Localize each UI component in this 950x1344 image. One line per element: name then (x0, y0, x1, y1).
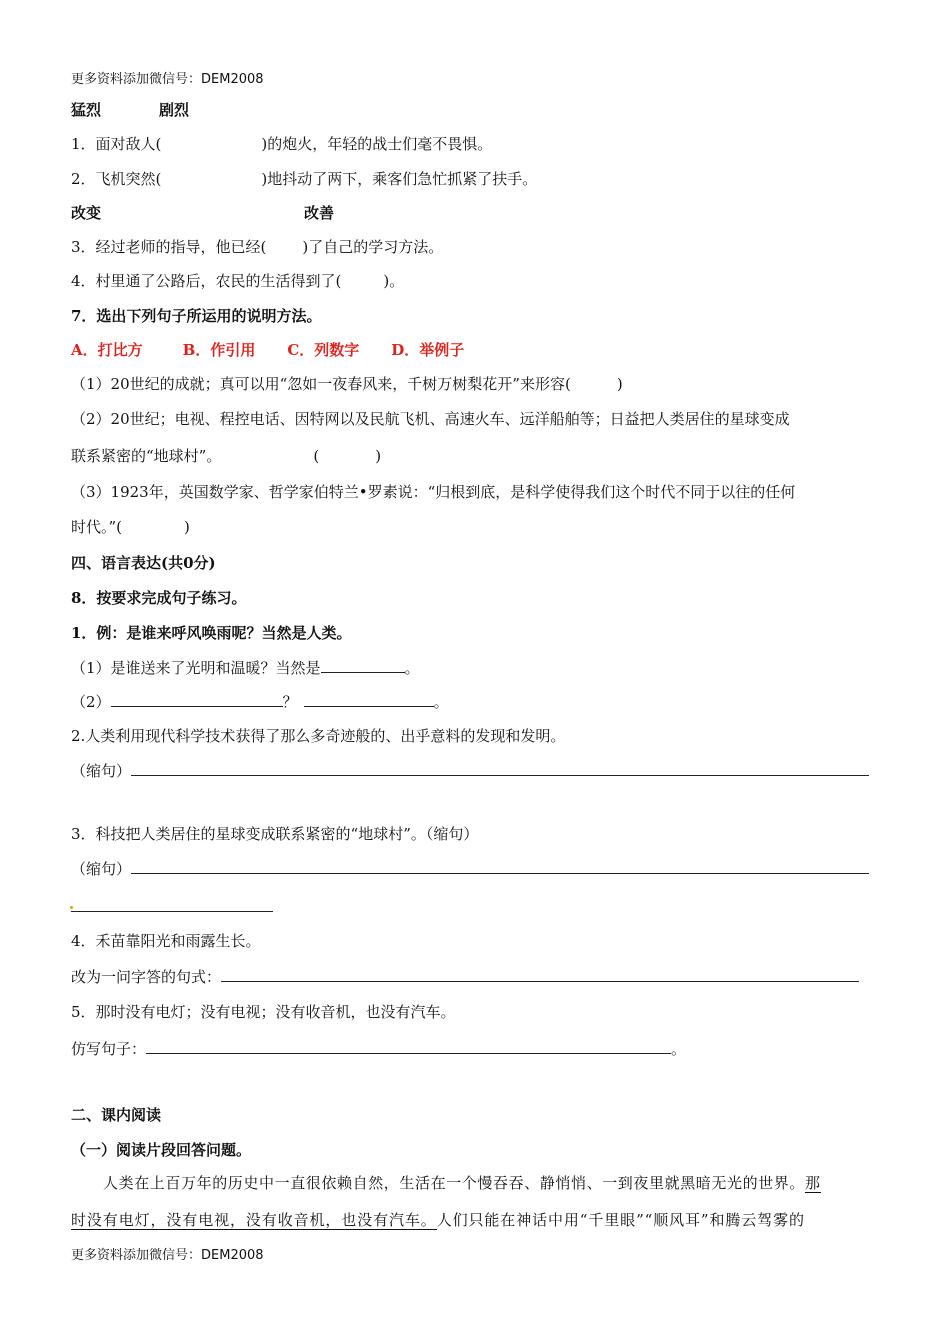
option-a: A．打比方 (71, 341, 143, 359)
section-8-question-4-answer: （缩句） (71, 858, 869, 879)
question-2: 2．飞机突然( )地抖动了两下，乘客们急忙抓紧了扶手。 (71, 170, 538, 188)
section-7-question-1: （1）20世纪的成就；真可以用“忽如一夜春风来，千树万树梨花开”来形容( ) (71, 375, 623, 393)
answer-blank[interactable] (319, 446, 375, 461)
word-gaibian: 改变 (71, 204, 102, 222)
answer-line[interactable] (111, 691, 283, 707)
section-7-options (71, 340, 464, 360)
question-4: 4．村里通了公路后，农民的生活得到了( )。 (71, 272, 405, 290)
section-2-subtitle: （一）阅读片段回答问题。 (71, 1141, 252, 1159)
question-1: 1．面对敌人( )的炮火，年轻的战士们毫不畏惧。 (71, 135, 493, 153)
section-8-question-3-answer: （缩句） (71, 760, 869, 781)
answer-line[interactable] (131, 760, 869, 776)
answer-line[interactable] (131, 858, 869, 874)
section-8-question-1: （1）是谁送来了光明和温暖？当然是 。 (71, 659, 420, 677)
section-8-title: 8．按要求完成句子练习。 (71, 589, 247, 607)
section-7-question-3-line-1: （3）1923年，英国数学家、哲学家伯特兰•罗素说：“归根到底，是科学使得我们这个时代不同于以往的任何 (71, 483, 796, 501)
stray-mark (70, 906, 73, 909)
page-header: 更多资料添加微信号：DEM2008 (71, 72, 264, 87)
answer-line[interactable] (321, 657, 405, 673)
option-d: D．举例子 (391, 341, 465, 359)
question-3: 3．经过老师的指导，他已经( )了自己的学习方法。 (71, 238, 444, 256)
word-pair-1 (71, 100, 189, 120)
section-4-title: 四、语言表达(共0分) (71, 554, 216, 572)
section-7-question-3-line-2: 时代。”( ) (71, 518, 190, 536)
section-8-question-5-answer: 改为一问字答的句式： (71, 966, 859, 987)
underlined-text: 那 (805, 1174, 821, 1192)
section-7-question-2-line-1: （2）20世纪；电视、程控电话、因特网以及民航飞机、高速火车、远洋船舶等；日益把人类居住的星球变成 (71, 410, 790, 428)
option-b: B．作引用 (182, 341, 256, 359)
underlined-text: 时没有电灯，没有电视，没有收音机，也没有汽车。 (71, 1211, 437, 1229)
section-8-question-5-text: 4．禾苗靠阳光和雨露生长。 (71, 932, 261, 950)
section-8-question-4-answer-cont (71, 896, 273, 917)
word-pair-2 (71, 203, 334, 223)
section-7-question-2-line-2: 联系紧密的“地球村”。 ( ) (71, 447, 382, 465)
answer-blank[interactable] (571, 374, 617, 389)
section-8-question-4-text: 3．科技把人类居住的星球变成联系紧密的“地球村”。（缩句） (71, 825, 479, 843)
answer-line[interactable] (71, 896, 273, 912)
passage-line-1: 人类在上百万年的历史中一直很依赖自然，生活在一个慢吞吞、静悄悄、一到夜里就黑暗无光的世界。那 (103, 1174, 821, 1192)
section-7-title: 7．选出下列句子所运用的说明方法。 (71, 307, 322, 325)
section-8-question-3-text: 2.人类利用现代科学技术获得了那么多奇迹般的、出乎意料的发现和发明。 (71, 727, 566, 745)
section-8-question-6-text: 5．那时没有电灯；没有电视；没有收音机，也没有汽车。 (71, 1003, 456, 1021)
passage-line-2: 时没有电灯，没有电视，没有收音机，也没有汽车。人们只能在神话中用“千里眼”“顺风耳”和腾云驾雾的 (71, 1211, 805, 1229)
answer-blank[interactable] (122, 517, 184, 532)
word-julie: 剧烈 (159, 101, 190, 119)
answer-blank[interactable] (161, 134, 261, 149)
word-gaishan: 改善 (304, 204, 335, 222)
section-2-title: 二、课内阅读 (71, 1106, 162, 1124)
answer-line[interactable] (146, 1038, 671, 1054)
section-8-question-2: （2） ？ 。 (71, 693, 449, 711)
page-footer: 更多资料添加微信号：DEM2008 (71, 1248, 264, 1263)
answer-line[interactable] (304, 691, 434, 707)
word-menglie: 猛烈 (71, 101, 102, 119)
answer-blank[interactable] (161, 169, 261, 184)
answer-blank[interactable] (266, 237, 302, 252)
option-c: C．列数字 (287, 341, 360, 359)
section-8-example: 1．例：是谁来呼风唤雨呢？当然是人类。 (71, 624, 352, 642)
section-8-question-6-answer: 仿写句子： 。 (71, 1040, 687, 1058)
answer-line[interactable] (221, 966, 859, 982)
answer-blank[interactable] (341, 271, 383, 286)
